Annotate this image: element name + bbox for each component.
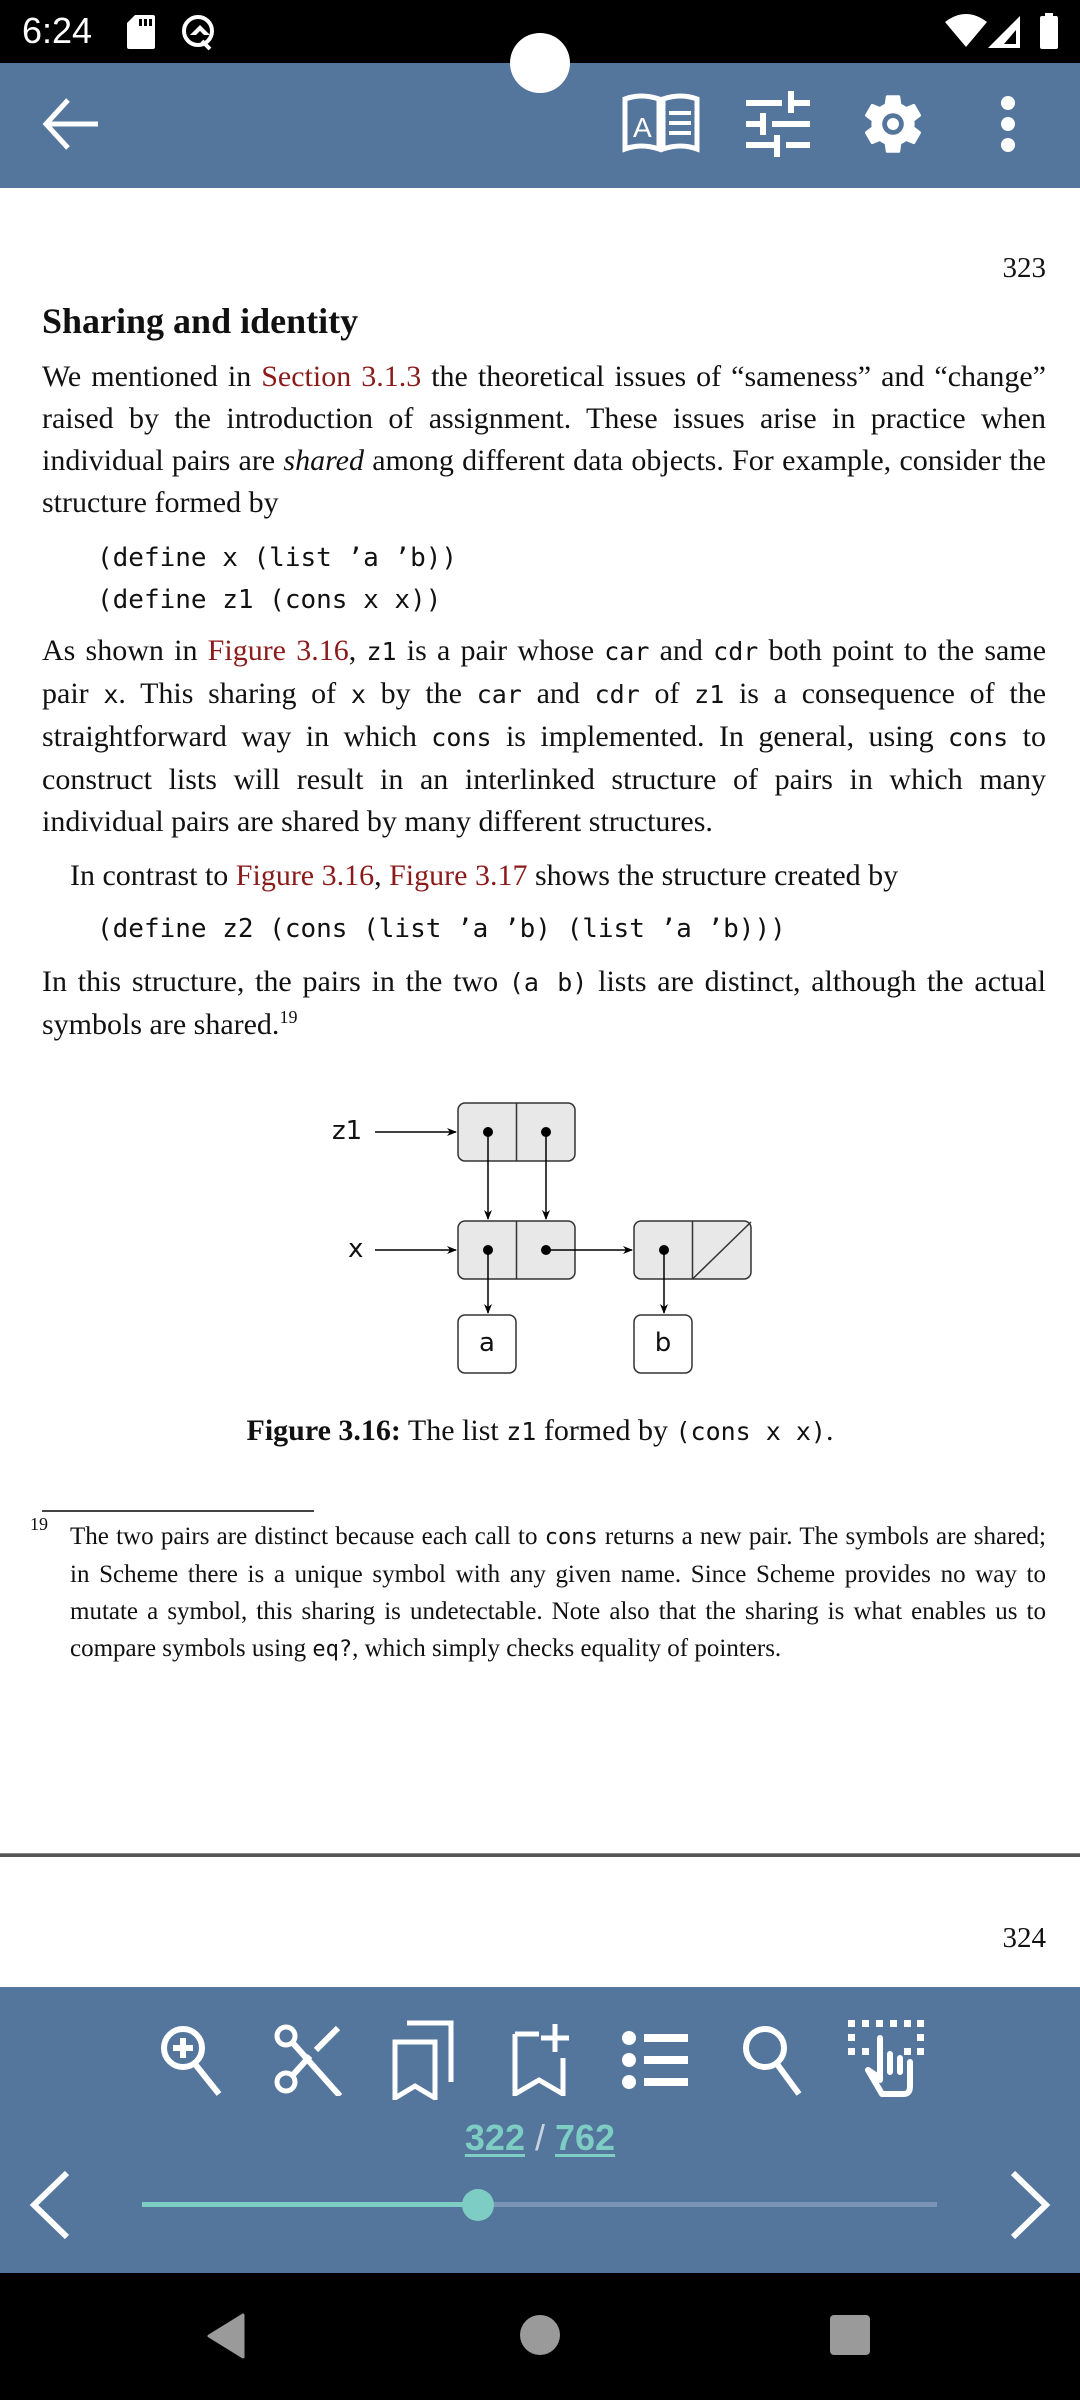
crop-button[interactable] <box>267 2022 347 2102</box>
more-vert-icon <box>1000 96 1016 156</box>
add-bookmark-button[interactable] <box>500 2022 580 2102</box>
more-options-button[interactable] <box>968 86 1048 166</box>
figure-caption: Figure 3.16: The list z1 formed by (cons x x). <box>246 1414 834 1447</box>
paragraph-3: In contrast to Figure 3.16, Figure 3.17 shows the structure created by <box>70 859 899 892</box>
nav-back-button[interactable] <box>205 2313 245 2363</box>
bottom-toolbar <box>0 1987 1080 2273</box>
footnote-19: The two pairs are distinct because each call to cons returns a new pair. The symbols are shared; in Scheme there is a unique symbol with any given name. Since Scheme provides no way to mutate a symbol, this sharing is undetectable. Note also that the sharing is what enables us to compare symbols using eq?, which simply checks equality of pointers. <box>70 1523 1046 1662</box>
settings-button[interactable] <box>850 86 935 166</box>
label-b: b <box>654 1328 672 1358</box>
code-block-2: (define z2 (cons (list ’a ’b) (list ’a ’b))) <box>97 914 786 944</box>
bookmarks-button[interactable] <box>384 2017 464 2107</box>
paragraph-4: In this structure, the pairs in the two (a b) lists are distinct, although the actual symbols are shared.$^{19}$ <box>42 965 1047 1041</box>
search-button[interactable] <box>732 2022 812 2102</box>
slider-thumb[interactable] <box>462 2189 494 2221</box>
current-page-link[interactable]: 322 <box>464 2117 525 2158</box>
code-block-1: (define x (list ’a ’b)) (define z1 (cons x x)) <box>97 543 458 615</box>
camera-cutout <box>510 33 570 93</box>
q-icon <box>180 13 216 55</box>
label-x: x <box>348 1234 364 1264</box>
footnote-ref[interactable]: 19 <box>279 1007 298 1027</box>
search-icon <box>741 2024 803 2100</box>
list-icon <box>622 2031 688 2093</box>
link-figure-3-16[interactable]: Figure 3.16 <box>207 634 349 667</box>
label-z1: z1 <box>332 1116 363 1146</box>
paragraph-2: As shown in Figure 3.16, z1 is a pair whose car and cdr both point to the same pair x. This sharing of x by the car and cdr of z1 is a consequence of the straightforward way in which cons is implemented. In general, using cons to construct lists will result in an interlinked structure of pairs in which many individual pairs are shared by many different structures. <box>42 634 1047 838</box>
bookmarks-icon <box>391 2020 457 2104</box>
document-page[interactable] <box>0 188 1080 1987</box>
chevron-right-icon <box>1009 2170 1051 2244</box>
reading-mode-icon <box>621 93 701 159</box>
zoom-in-icon <box>159 2024 225 2100</box>
nav-recents-button[interactable] <box>830 2315 870 2355</box>
bookmark-add-icon <box>511 2024 569 2100</box>
reading-mode-button[interactable] <box>616 86 706 166</box>
figure-3-16-diagram <box>320 1088 780 1388</box>
select-button[interactable] <box>846 2017 926 2107</box>
page-divider <box>0 1853 1080 1857</box>
select-touch-icon <box>848 2020 924 2104</box>
tune-button[interactable] <box>735 86 820 166</box>
paragraph-1: We mentioned in Section 3.1.3 the theoretical issues of “sameness” and “change” raised by the introduction of assignment. These issues arise in practice when individual pairs are shared among different data objects. For example, consider the structure formed by <box>42 360 1046 519</box>
nav-home-button[interactable] <box>520 2315 560 2355</box>
link-figure-3-16b[interactable]: Figure 3.16 <box>235 859 375 892</box>
footnote-rule <box>42 1510 314 1512</box>
back-button[interactable] <box>30 86 110 166</box>
arrow-back-icon <box>40 96 100 156</box>
previous-page-button[interactable] <box>10 2157 90 2257</box>
scissors-icon <box>272 2024 342 2100</box>
link-section-3-1-3[interactable]: Section 3.1.3 <box>261 360 422 393</box>
tune-icon <box>746 91 810 161</box>
status-time: 6:24 <box>22 10 93 51</box>
next-page-number: 324 <box>1002 1922 1046 1954</box>
page-number: 323 <box>1002 252 1046 284</box>
chevron-left-icon <box>29 2170 71 2244</box>
next-page-button[interactable] <box>990 2157 1070 2257</box>
page-slider[interactable] <box>142 2195 937 2215</box>
section-heading: Sharing and identity <box>42 301 359 341</box>
slider-fill <box>142 2202 478 2207</box>
page-counter: 322 / 762 <box>464 2117 616 2158</box>
signal-icon <box>988 16 1020 52</box>
footnote-mark: 19 <box>30 1514 48 1534</box>
battery-icon <box>1040 13 1058 53</box>
link-figure-3-17[interactable]: Figure 3.17 <box>389 859 528 892</box>
total-pages-link[interactable]: 762 <box>555 2117 616 2158</box>
wifi-icon <box>945 14 987 52</box>
contents-button[interactable] <box>615 2022 695 2102</box>
label-a: a <box>479 1328 495 1358</box>
zoom-button[interactable] <box>152 2022 232 2102</box>
svg-text:A: A <box>633 112 652 143</box>
settings-icon <box>857 88 929 164</box>
sd-card-icon <box>127 15 155 53</box>
system-nav-bar <box>0 2273 1080 2400</box>
